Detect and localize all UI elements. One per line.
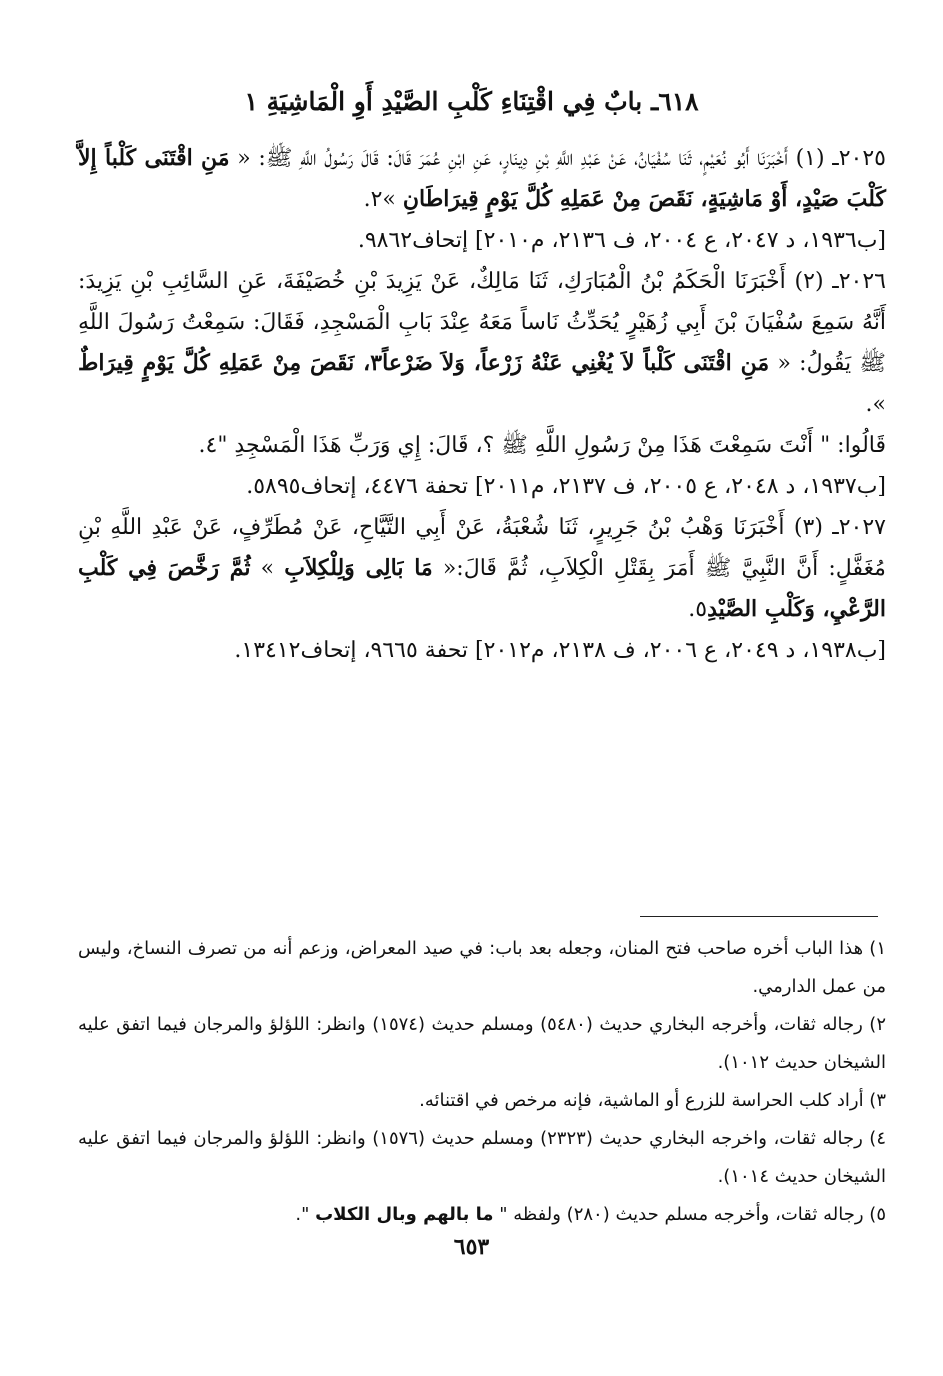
page-number: ٦٥٣ bbox=[453, 1234, 490, 1260]
hadith-matn: مَنِ اقْتَنَى كَلْباً لاَ يُغْنِي عَنْهُ زَرْعاً، وَلاَ ضَرْعاً٣، نَقَصَ مِنْ عَمَلِهِ كُلَّ يَوْمٍ قِيرَاطٌ bbox=[78, 350, 770, 376]
hadith-references: [ب١٩٣٨، د ٢٠٤٩، ع ٢٠٠٦، ف ٢١٣٨، م٢٠١٢] تحفة ٩٦٦٥، إتحاف١٣٤١٢. bbox=[234, 638, 886, 663]
hadith-2025: ٢٠٢٥ـ (١) أَخْبَرَنَا أَبُو نُعَيْمٍ، ثَنَا سُفْيَانُ، عَنْ عَبْدِ اللَّهِ بْنِ دِينَارٍ، عَنِ ابْنِ عُمَرَ قَالَ: قَالَ رَسُولُ اللَّهِ ﷺ: « مَنِ اقْتَنَى كَلْباً إِلاَّ كَلْبَ صَيْدٍ، أَوْ مَاشِيَةٍ، نَقَصَ مِنْ عَمَلِهِ كُلَّ يَوْمٍ قِيرَاطَانِ »٢. bbox=[78, 145, 886, 212]
footnote-5: ٥) رجاله ثقات، وأخرجه مسلم حديث (٢٨٠) ولفظه " ما بالهم وبال الكلاب ". bbox=[295, 1204, 886, 1225]
footnote-separator bbox=[640, 916, 878, 917]
hadith-continuation: قَالُوا: " أَنْتَ سَمِعْتَ هَذَا مِنْ رَسُولِ اللَّهِ ﷺ ؟، قَالَ: إِي وَرَبِّ هَذَا الْمَسْجِدِ "٤. bbox=[198, 433, 886, 458]
hadith-matn: مَا بَالِى وَلِلْكِلاَبِ bbox=[284, 555, 433, 581]
hadith-2027: ٢٠٢٧ـ (٣) أَخْبَرَنَا وَهْبُ بْنُ جَرِيرٍ، ثَنَا شُعْبَةُ، عَنْ أَبِي التَّيَّاحِ، عَنْ مُطَرِّفٍ، عَنْ عَبْدِ اللَّهِ بْنِ مُغَفَّلٍ: أَنَّ النَّبِيَّ ﷺ أَمَرَ بِقَتْلِ الْكِلاَبِ، ثُمَّ قَالَ:« مَا بَالِى وَلِلْكِلاَبِ » ثُمَّ رَخَّصَ فِي كَلْبِ الرَّعْيِ، وَكَلْبِ الصَّيْدِ٥. bbox=[78, 515, 886, 622]
footnote-2: ٢) رجاله ثقات، وأخرجه البخاري حديث (٥٤٨٠) ومسلم حديث (١٥٧٤) وانظر: اللؤلؤ والمرجان فيما اتفق عليه الشيخان حديث ١٠١٢). bbox=[78, 1014, 886, 1073]
hadith-body bbox=[78, 138, 886, 671]
hadith-2026: ٢٠٢٦ـ (٢) أَخْبَرَنَا الْحَكَمُ بْنُ الْمُبَارَكِ، ثَنَا مَالِكٌ، عَنْ يَزِيدَ بْنِ خُصَيْفَةَ، عَنِ السَّائِبِ بْنِ يَزِيدَ: أَنَّهُ سَمِعَ سُفْيَانَ بْنَ أَبِي زُهَيْرٍ يُحَدِّثُ نَاساً مَعَهُ عِنْدَ بَابِ الْمَسْجِدِ، فَقَالَ: سَمِعْتُ رَسُولَ اللَّهِ ﷺ يَقُولُ: « مَنِ اقْتَنَى كَلْباً لاَ يُغْنِي عَنْهُ زَرْعاً، وَلاَ ضَرْعاً٣، نَقَصَ مِنْ عَمَلِهِ كُلَّ يَوْمٍ قِيرَاطٌ ». bbox=[78, 269, 887, 417]
footnote-3: ٣) أراد كلب الحراسة للزرع أو الماشية، فإنه مرخص في اقتنائه. bbox=[419, 1090, 886, 1111]
chapter-heading: ٦١٨ـ بابٌ فِي اقْتِنَاءِ كَلْبِ الصَّيْدِ أَوِ الْمَاشِيَةِ ١ bbox=[244, 87, 699, 116]
footnote-1: ١) هذا الباب أخره صاحب فتح المنان، وجعله بعد باب: في صيد المعراض، وزعم أنه من تصرف النساخ، وليس من عمل الدارمي. bbox=[78, 938, 886, 997]
hadith-matn: مَنِ اقْتَنَى كَلْباً إِلاَّ كَلْبَ صَيْدٍ، أَوْ مَاشِيَةٍ، نَقَصَ مِنْ عَمَلِهِ كُلَّ يَوْمٍ قِيرَاطَانِ bbox=[78, 145, 886, 212]
hadith-matn: ثُمَّ رَخَّصَ فِي كَلْبِ الرَّعْيِ، وَكَلْبِ الصَّيْدِ bbox=[78, 555, 886, 622]
hadith-references: [ب١٩٣٦، د ٢٠٤٧، ع ٢٠٠٤، ف ٢١٣٦، م٢٠١٠] إتحاف٩٨٦٢. bbox=[357, 228, 886, 253]
footnotes bbox=[78, 930, 886, 1234]
hadith-references: [ب١٩٣٧، د ٢٠٤٨، ع ٢٠٠٥، ف ٢١٣٧، م٢٠١١] تحفة ٤٤٧٦، إتحاف٥٨٩٥. bbox=[246, 474, 886, 499]
footnote-4: ٤) رجاله ثقات، واخرجه البخاري حديث (٢٣٢٣) ومسلم حديث (١٥٧٦) وانظر: اللؤلؤ والمرجان فيما اتفق عليه الشيخان حديث ١٠١٤). bbox=[78, 1128, 886, 1187]
